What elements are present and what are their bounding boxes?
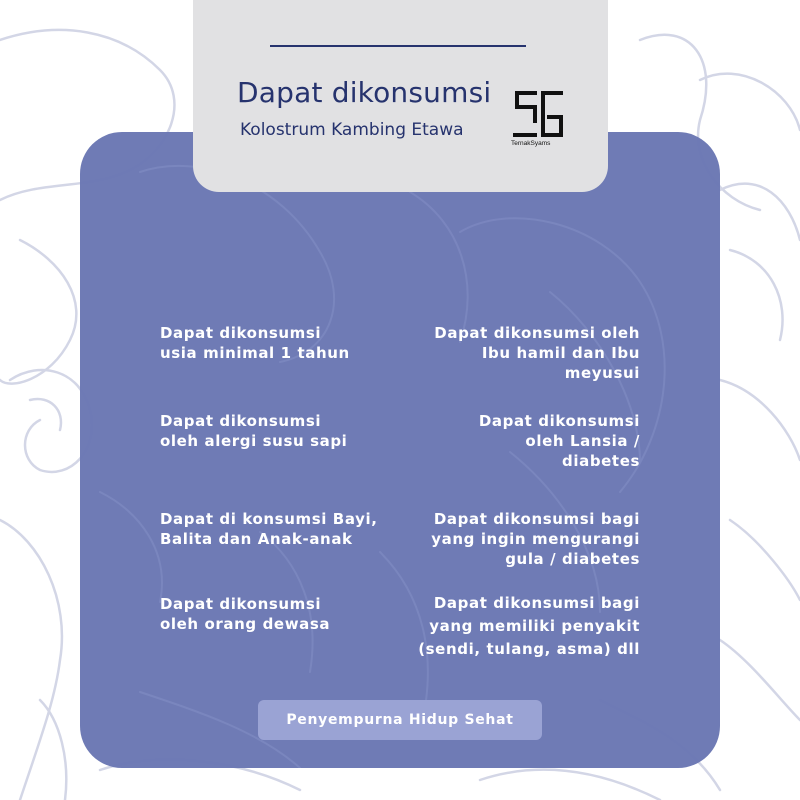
benefit-item-left-4: Dapat dikonsumsi oleh orang dewasa bbox=[160, 595, 331, 633]
header-divider bbox=[270, 45, 526, 47]
benefit-item-left-3: Dapat di konsumsi Bayi, Balita dan Anak-anak bbox=[160, 510, 378, 548]
benefit-item-right-2: Dapat dikonsumsi oleh Lansia / diabetes bbox=[478, 412, 640, 470]
page-title: Dapat dikonsumsi bbox=[237, 76, 492, 109]
ternak-syams-logo-icon bbox=[513, 87, 565, 143]
benefit-item-left-2: Dapat dikonsumsi oleh alergi susu sapi bbox=[160, 412, 348, 450]
benefit-item-right-3: Dapat dikonsumsi bagi yang ingin mengurangi gula / diabetes bbox=[431, 510, 640, 568]
logo-wordmark: TernakSyams bbox=[511, 140, 551, 147]
page-subtitle: Kolostrum Kambing Etawa bbox=[240, 120, 464, 140]
header-panel bbox=[193, 0, 608, 192]
cta-button[interactable]: Penyempurna Hidup Sehat bbox=[258, 700, 542, 740]
benefit-item-right-1: Dapat dikonsumsi oleh Ibu hamil dan Ibu meyusui bbox=[434, 324, 640, 382]
benefit-item-left-1: Dapat dikonsumsi usia minimal 1 tahun bbox=[160, 324, 350, 362]
benefit-item-right-4: Dapat dikonsumsi bagi yang memiliki penyakit (sendi, tulang, asma) dll bbox=[418, 594, 640, 658]
